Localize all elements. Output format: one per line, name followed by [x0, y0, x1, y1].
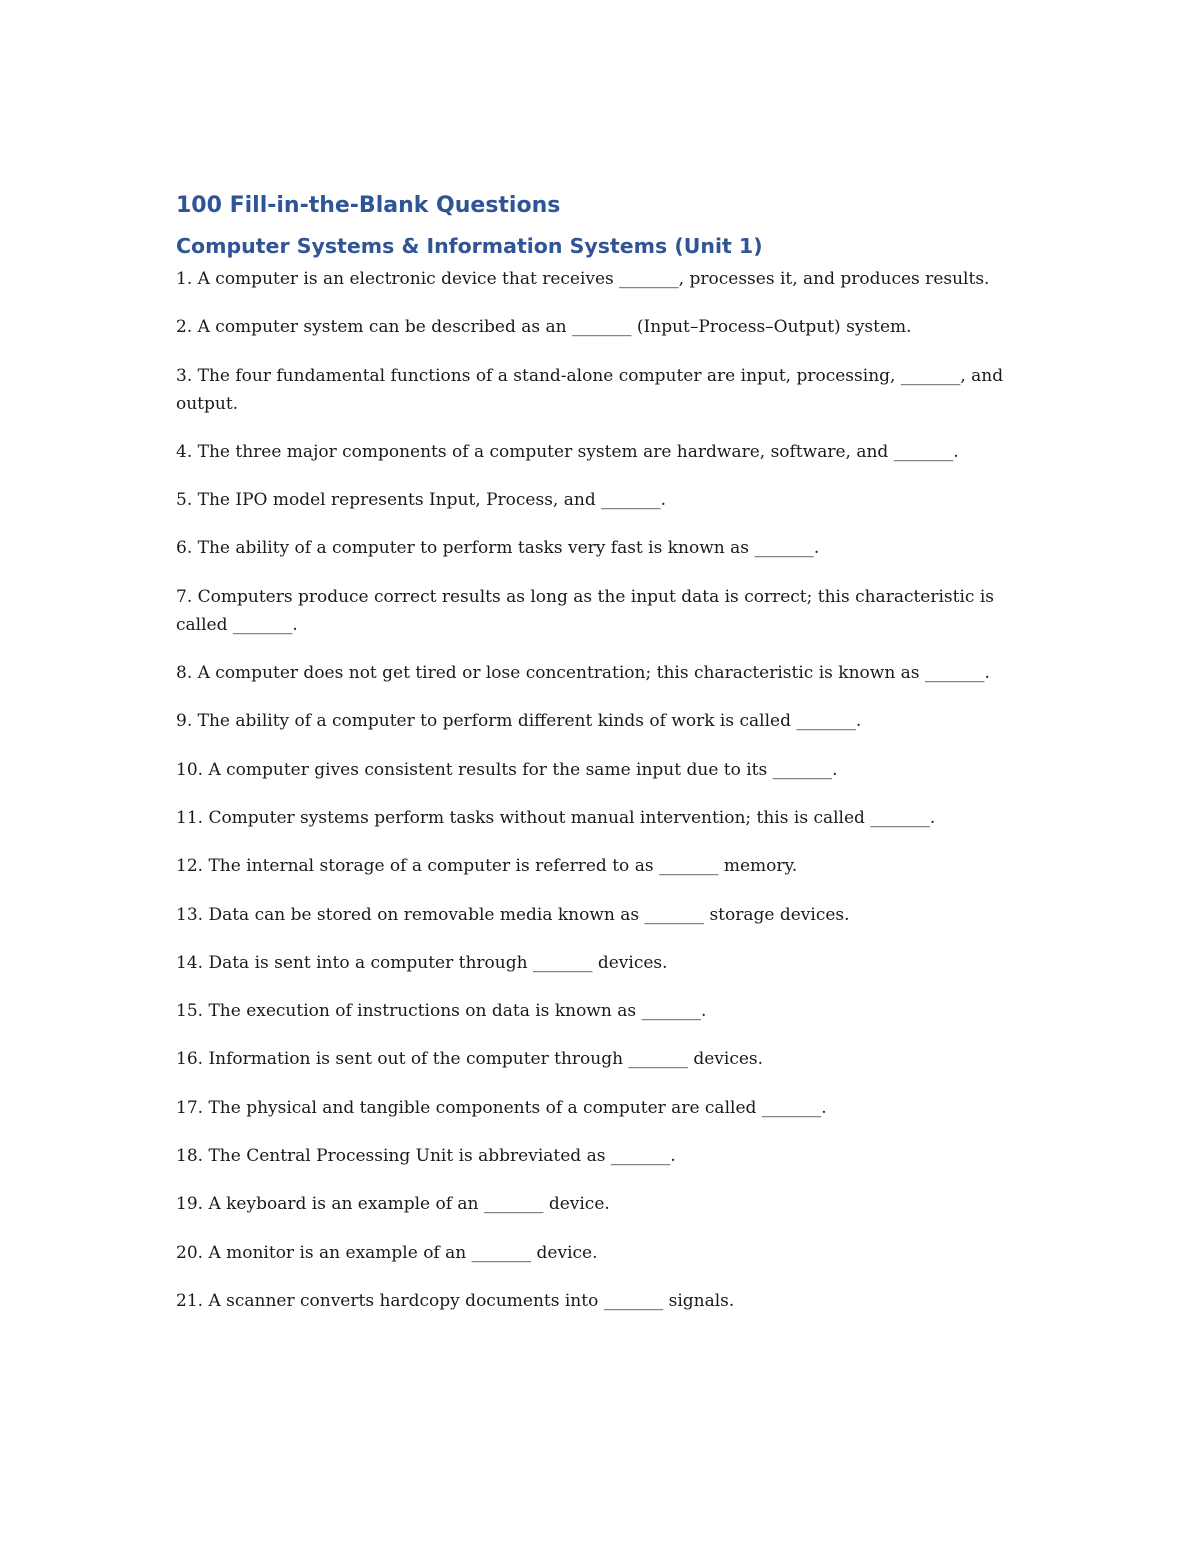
question-item: 9. The ability of a computer to perform different kinds of work is called _______.	[176, 711, 862, 732]
question-item: 8. A computer does not get tired or lose concentration; this characteristic is known as _______.	[176, 663, 990, 684]
question-item: 19. A keyboard is an example of an _______ device.	[176, 1194, 610, 1215]
question-item: 3. The four fundamental functions of a stand-alone computer are input, processing, _______, and output.	[176, 365, 1004, 414]
page-content	[176, 190, 1026, 1335]
question-item: 20. A monitor is an example of an _______ device.	[176, 1242, 598, 1263]
question-item: 10. A computer gives consistent results for the same input due to its _______.	[176, 759, 838, 780]
document-title: 100 Fill-in-the-Blank Questions	[176, 193, 561, 218]
question-item: 5. The IPO model represents Input, Process, and _______.	[176, 490, 667, 511]
question-item: 6. The ability of a computer to perform tasks very fast is known as _______.	[176, 538, 820, 559]
question-item: 14. Data is sent into a computer through _______ devices.	[176, 952, 668, 973]
question-item: 2. A computer system can be described as an _______ (Input–Process–Output) system.	[176, 317, 912, 338]
question-item: 17. The physical and tangible components of a computer are called _______.	[176, 1097, 827, 1118]
question-list	[176, 265, 1026, 1315]
question-item: 12. The internal storage of a computer is referred to as _______ memory.	[176, 856, 798, 877]
question-item: 7. Computers produce correct results as long as the input data is correct; this characteristic is called _______.	[176, 586, 995, 635]
section-heading: Computer Systems & Information Systems (Unit 1)	[176, 234, 763, 258]
question-item: 11. Computer systems perform tasks without manual intervention; this is called _______.	[176, 807, 936, 828]
question-item: 21. A scanner converts hardcopy documents into _______ signals.	[176, 1290, 735, 1311]
question-item: 13. Data can be stored on removable media known as _______ storage devices.	[176, 904, 850, 925]
question-item: 18. The Central Processing Unit is abbreviated as _______.	[176, 1146, 676, 1167]
question-item: 4. The three major components of a computer system are hardware, software, and _______.	[176, 441, 959, 462]
question-item: 1. A computer is an electronic device that receives _______, processes it, and produces results.	[176, 269, 990, 289]
question-item: 15. The execution of instructions on data is known as _______.	[176, 1001, 707, 1022]
question-item: 16. Information is sent out of the computer through _______ devices.	[176, 1049, 764, 1070]
